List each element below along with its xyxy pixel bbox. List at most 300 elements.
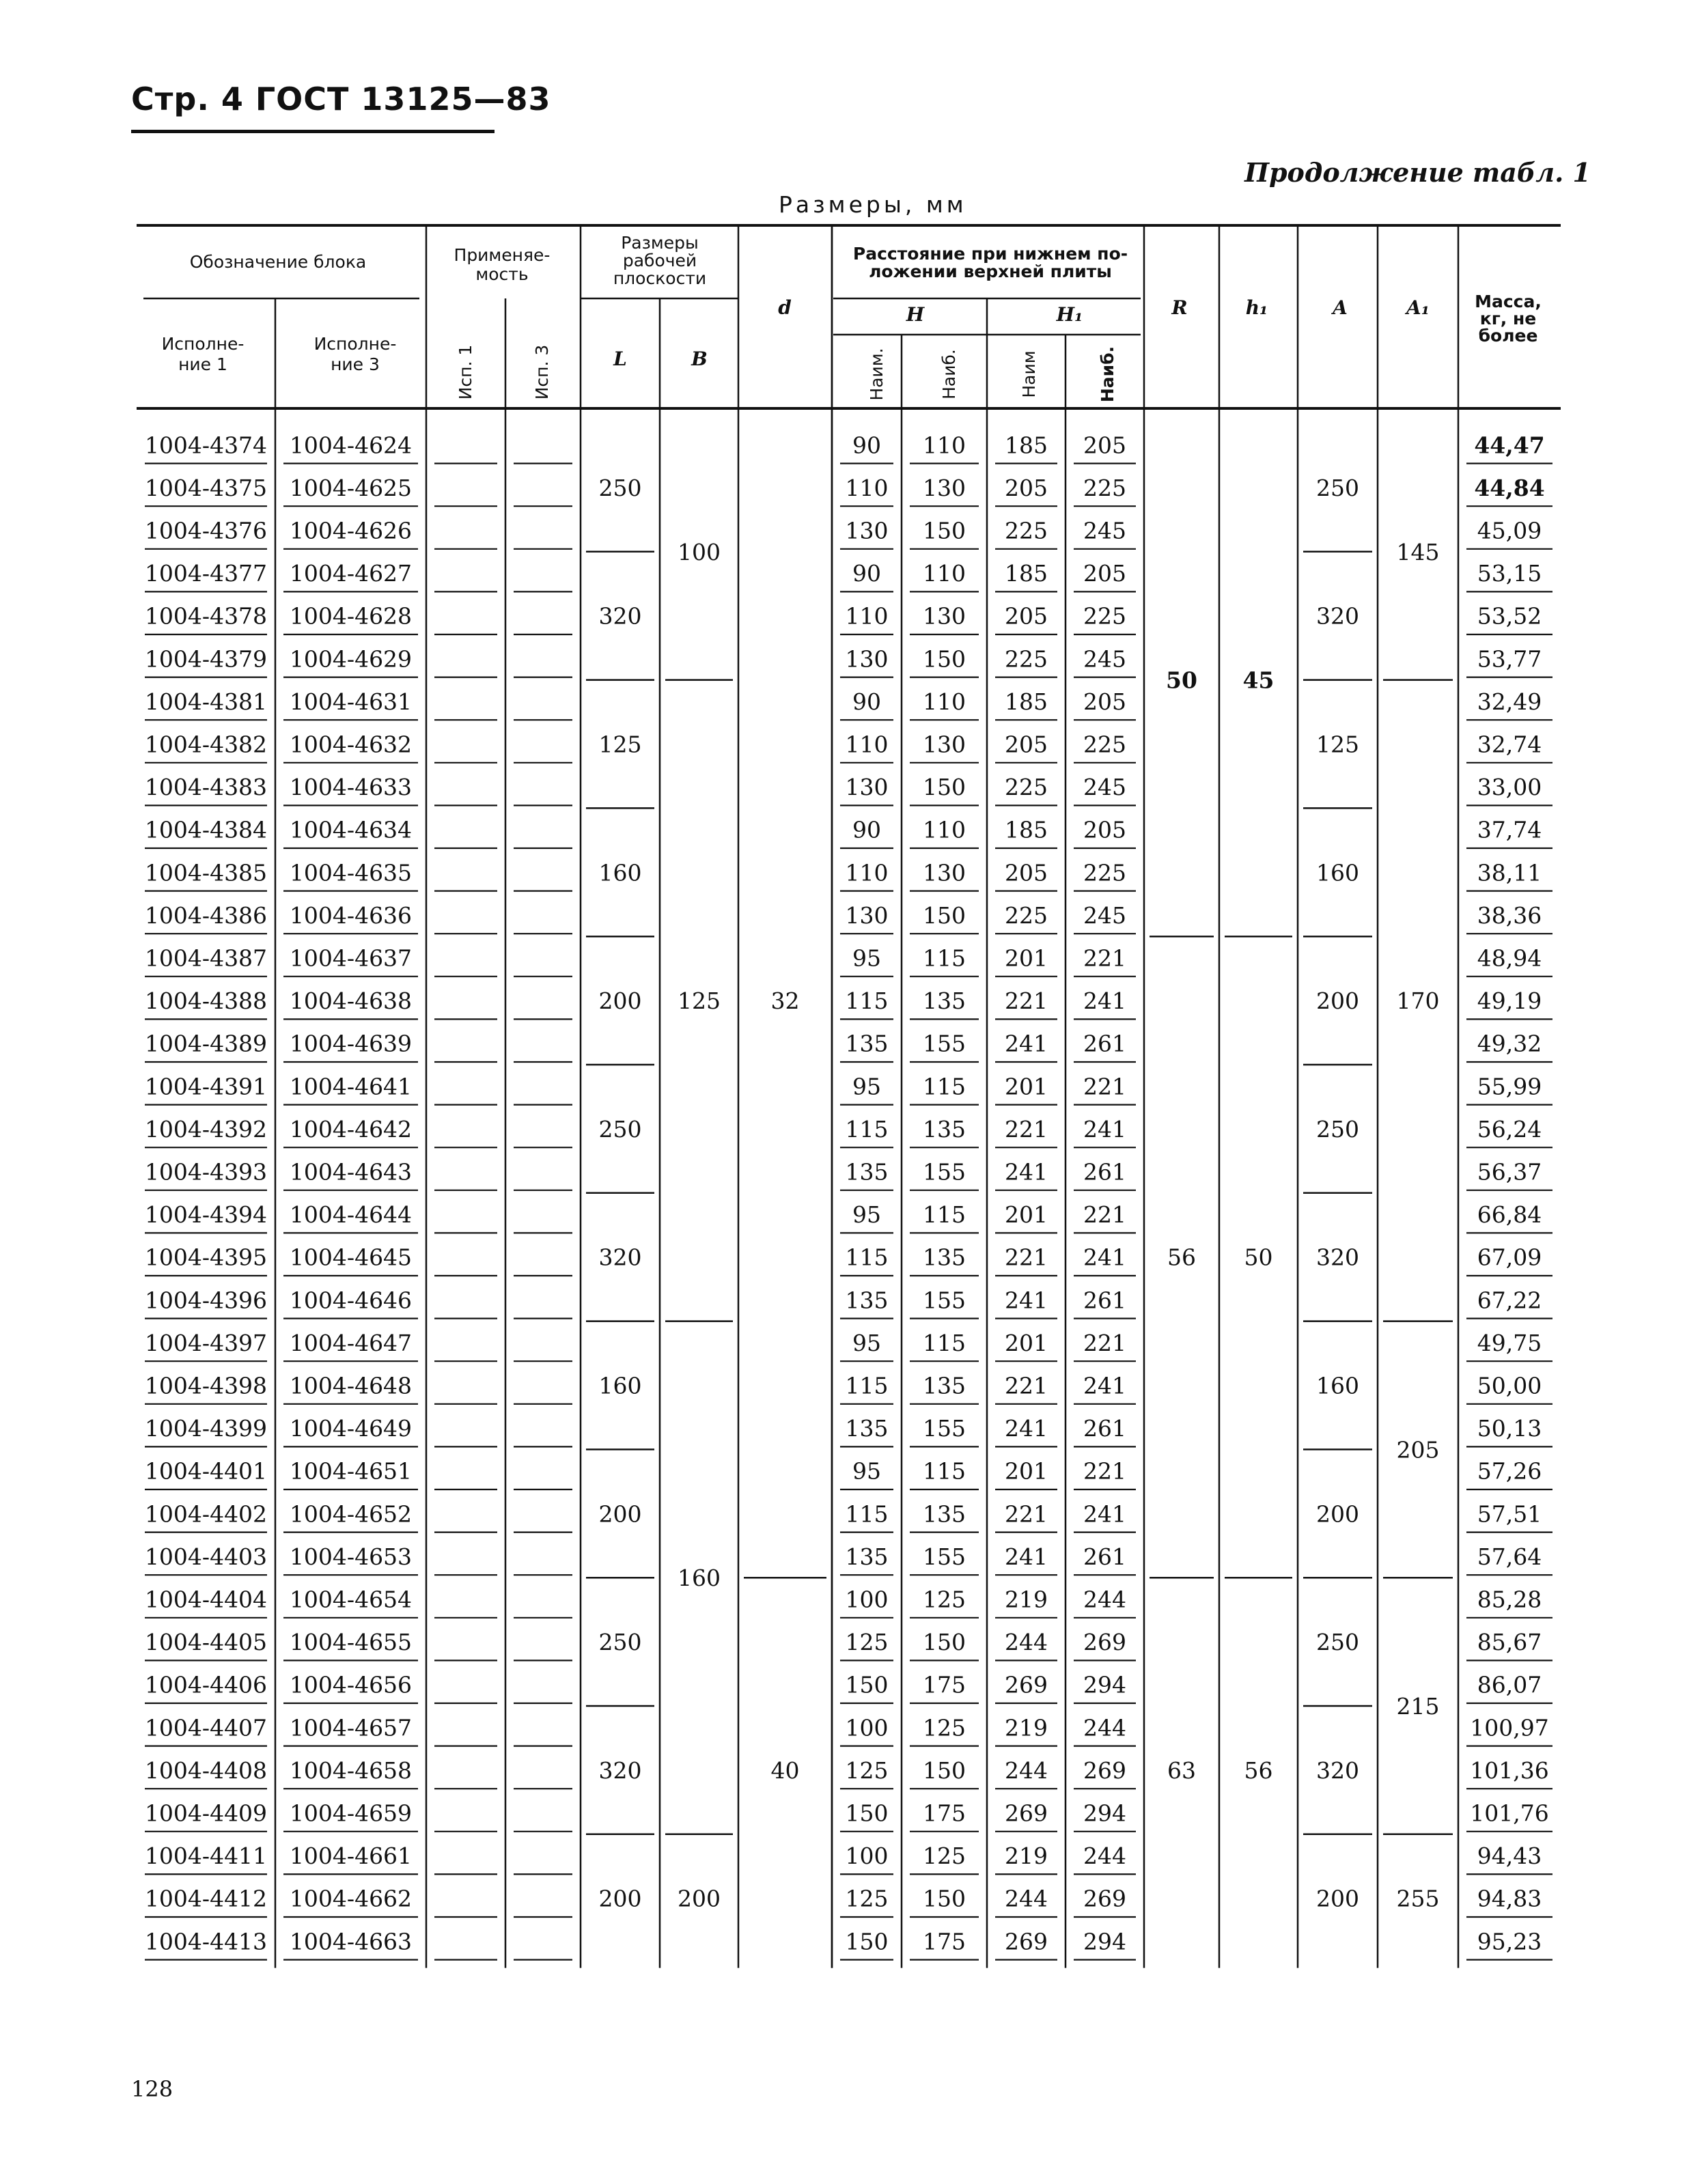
cell-variant3: 1004-4647: [289, 1329, 413, 1356]
cell-variant1: 1004-4393: [144, 1158, 268, 1186]
cell-H-min: 115: [845, 1115, 889, 1143]
cell-H1-max: 244: [1083, 1586, 1126, 1613]
cell-H1-max: 269: [1083, 1629, 1126, 1656]
cell-H1-min: 244: [1005, 1756, 1048, 1784]
cell-H-max: 135: [923, 1244, 966, 1271]
cell-variant3: 1004-4637: [289, 944, 413, 972]
cell-variant1: 1004-4395: [144, 1244, 268, 1271]
cell-H-max: 130: [923, 731, 966, 758]
merged-l-value: 320: [598, 1756, 642, 1784]
cell-mass: 32,49: [1477, 688, 1542, 715]
cell-variant1: 1004-4386: [144, 901, 268, 929]
cell-H1-max: 241: [1083, 988, 1126, 1015]
header-L: L: [613, 348, 627, 370]
cell-H1-max: 241: [1083, 1500, 1126, 1528]
cell-variant1: 1004-4374: [144, 432, 268, 459]
merged-a-value: 320: [1316, 602, 1359, 630]
cell-variant1: 1004-4411: [144, 1843, 268, 1870]
cell-variant3: 1004-4644: [289, 1201, 413, 1229]
cell-H-max: 175: [923, 1928, 966, 1955]
cell-H1-max: 294: [1083, 1800, 1126, 1827]
cell-mass: 53,77: [1477, 645, 1542, 673]
cell-H-min: 130: [845, 901, 889, 929]
merged-d-value: 32: [770, 988, 800, 1015]
cell-H1-min: 201: [1005, 944, 1048, 972]
cell-variant1: 1004-4405: [144, 1629, 268, 1656]
cell-H1-max: 261: [1083, 1543, 1126, 1570]
cell-H1-max: 245: [1083, 901, 1126, 929]
cell-variant1: 1004-4394: [144, 1201, 268, 1229]
cell-H1-max: 269: [1083, 1885, 1126, 1912]
cell-H-max: 135: [923, 1500, 966, 1528]
cell-H1-min: 244: [1005, 1885, 1048, 1912]
cell-H-min: 110: [845, 859, 889, 886]
cell-mass: 49,19: [1477, 988, 1542, 1015]
cell-variant1: 1004-4379: [144, 645, 268, 673]
cell-H-min: 95: [852, 944, 881, 972]
merged-a1-value: 205: [1396, 1436, 1440, 1464]
cell-H-max: 155: [923, 1158, 966, 1186]
cell-H-min: 115: [845, 1372, 889, 1399]
cell-H-min: 95: [852, 1329, 881, 1356]
header-A: A: [1333, 296, 1348, 319]
cell-H1-min: 185: [1005, 688, 1048, 715]
dimensions-title: Размеры, мм: [779, 191, 967, 218]
cell-H1-max: 245: [1083, 774, 1126, 801]
cell-H1-min: 269: [1005, 1928, 1048, 1955]
merged-a-value: 125: [1316, 731, 1359, 758]
cell-H-max: 150: [923, 774, 966, 801]
cell-H-min: 95: [852, 1457, 881, 1485]
cell-H1-max: 205: [1083, 816, 1126, 843]
cell-variant3: 1004-4652: [289, 1500, 413, 1528]
header-h1: h₁: [1245, 296, 1268, 319]
cell-variant3: 1004-4659: [289, 1800, 413, 1827]
cell-H1-min: 244: [1005, 1629, 1048, 1656]
cell-H-max: 115: [923, 1457, 966, 1485]
merged-a1-value: 170: [1396, 988, 1440, 1015]
cell-H-min: 110: [845, 602, 889, 630]
cell-mass: 38,36: [1477, 901, 1542, 929]
cell-mass: 53,52: [1477, 602, 1542, 630]
cell-mass: 57,26: [1477, 1457, 1542, 1485]
header-variant3-line2: ние 3: [331, 354, 380, 374]
cell-H1-max: 241: [1083, 1115, 1126, 1143]
cell-variant3: 1004-4658: [289, 1756, 413, 1784]
cell-H-max: 150: [923, 1885, 966, 1912]
cell-H1-max: 261: [1083, 1287, 1126, 1314]
header-R: R: [1171, 296, 1188, 319]
merged-a-value: 250: [1316, 1115, 1359, 1143]
header-mass-line2: кг, не: [1479, 309, 1537, 328]
cell-variant1: 1004-4389: [144, 1030, 268, 1057]
cell-H1-min: 201: [1005, 1073, 1048, 1100]
cell-variant1: 1004-4407: [144, 1714, 268, 1741]
cell-variant3: 1004-4638: [289, 988, 413, 1015]
cell-H-min: 110: [845, 474, 889, 501]
cell-mass: 55,99: [1477, 1073, 1542, 1100]
cell-variant3: 1004-4663: [289, 1928, 413, 1955]
cell-H1-max: 225: [1083, 602, 1126, 630]
header-B: B: [691, 348, 708, 370]
cell-H-min: 90: [852, 560, 881, 587]
cell-variant1: 1004-4408: [144, 1756, 268, 1784]
cell-variant3: 1004-4642: [289, 1115, 413, 1143]
cell-variant3: 1004-4656: [289, 1671, 413, 1698]
cell-variant1: 1004-4377: [144, 560, 268, 587]
cell-variant3: 1004-4629: [289, 645, 413, 673]
cell-H1-max: 221: [1083, 1201, 1126, 1229]
merged-b-value: 200: [678, 1885, 721, 1912]
cell-mass: 50,00: [1477, 1372, 1542, 1399]
header-applicability-line1: Применяе-: [454, 245, 551, 265]
cell-mass: 53,15: [1477, 560, 1542, 587]
merged-a1-value: 215: [1396, 1693, 1440, 1720]
merged-a-value: 200: [1316, 1500, 1359, 1528]
cell-H1-min: 185: [1005, 816, 1048, 843]
cell-mass: 67,09: [1477, 1244, 1542, 1271]
cell-H-min: 100: [845, 1586, 889, 1613]
header-distance-line1: Расстояние при нижнем по-: [852, 244, 1128, 264]
cell-variant1: 1004-4388: [144, 988, 268, 1015]
cell-variant3: 1004-4655: [289, 1629, 413, 1656]
cell-H1-max: 245: [1083, 645, 1126, 673]
cell-variant1: 1004-4384: [144, 816, 268, 843]
header-H1-max: Наиб.: [1098, 346, 1117, 403]
cell-H-min: 90: [852, 688, 881, 715]
merged-h1-value: 50: [1244, 1244, 1273, 1271]
cell-H-max: 150: [923, 901, 966, 929]
cell-H-min: 115: [845, 988, 889, 1015]
cell-H-max: 110: [923, 816, 966, 843]
cell-H-min: 95: [852, 1073, 881, 1100]
cell-H-max: 150: [923, 1629, 966, 1656]
cell-variant1: 1004-4412: [144, 1885, 268, 1912]
cell-variant3: 1004-4632: [289, 731, 413, 758]
cell-H-max: 125: [923, 1714, 966, 1741]
cell-variant1: 1004-4404: [144, 1586, 268, 1613]
merged-l-value: 200: [598, 1500, 642, 1528]
cell-H1-min: 185: [1005, 432, 1048, 459]
cell-mass: 85,28: [1477, 1586, 1542, 1613]
cell-H-min: 115: [845, 1500, 889, 1528]
cell-H1-max: 205: [1083, 560, 1126, 587]
cell-H-max: 155: [923, 1030, 966, 1057]
cell-variant3: 1004-4628: [289, 602, 413, 630]
page-header: Стр. 4 ГОСТ 13125—83: [131, 81, 551, 117]
cell-H-max: 155: [923, 1543, 966, 1570]
table-continuation-label: Продолжение табл. 1: [1244, 157, 1591, 188]
merged-l-value: 320: [598, 602, 642, 630]
cell-H1-max: 241: [1083, 1372, 1126, 1399]
header-variant3-line1: Исполне-: [314, 334, 397, 354]
header-H: H: [906, 303, 925, 326]
cell-H-max: 115: [923, 1073, 966, 1100]
header-mass-line1: Масса,: [1475, 292, 1542, 311]
merged-l-value: 250: [598, 1115, 642, 1143]
cell-variant3: 1004-4641: [289, 1073, 413, 1100]
merged-a1-value: 145: [1396, 538, 1440, 565]
header-work-line3: плоскости: [613, 268, 707, 288]
cell-variant3: 1004-4627: [289, 560, 413, 587]
merged-a-value: 250: [1316, 474, 1359, 501]
cell-H-min: 90: [852, 816, 881, 843]
header-work-line2: рабочей: [622, 251, 697, 270]
cell-mass: 57,64: [1477, 1543, 1542, 1570]
cell-H-min: 130: [845, 774, 889, 801]
cell-H1-min: 205: [1005, 731, 1048, 758]
cell-H-max: 115: [923, 1201, 966, 1229]
cell-H-max: 150: [923, 1756, 966, 1784]
header-isp3: Исп. 3: [532, 344, 552, 400]
cell-H1-max: 261: [1083, 1415, 1126, 1442]
cell-H1-min: 221: [1005, 1372, 1048, 1399]
cell-H-max: 155: [923, 1287, 966, 1314]
cell-variant1: 1004-4382: [144, 731, 268, 758]
cell-H-max: 175: [923, 1800, 966, 1827]
cell-H-min: 150: [845, 1800, 889, 1827]
cell-H1-min: 269: [1005, 1671, 1048, 1698]
cell-H-min: 110: [845, 731, 889, 758]
merged-l-value: 200: [598, 988, 642, 1015]
merged-l-value: 250: [598, 1629, 642, 1656]
cell-mass: 94,83: [1477, 1885, 1542, 1912]
merged-a-value: 200: [1316, 988, 1359, 1015]
cell-H-max: 155: [923, 1415, 966, 1442]
cell-H-min: 150: [845, 1928, 889, 1955]
cell-H1-max: 244: [1083, 1843, 1126, 1870]
cell-variant3: 1004-4631: [289, 688, 413, 715]
cell-variant3: 1004-4635: [289, 859, 413, 886]
merged-l-value: 200: [598, 1885, 642, 1912]
merged-h1-value: 56: [1244, 1756, 1273, 1784]
cell-H1-min: 221: [1005, 1115, 1048, 1143]
header-variant1-line2: ние 1: [178, 354, 227, 374]
cell-H1-min: 201: [1005, 1457, 1048, 1485]
cell-H1-max: 241: [1083, 1244, 1126, 1271]
header-distance-line2: ложении верхней плиты: [869, 262, 1112, 281]
cell-H1-min: 225: [1005, 901, 1048, 929]
cell-H1-min: 205: [1005, 602, 1048, 630]
cell-variant3: 1004-4648: [289, 1372, 413, 1399]
cell-H-max: 130: [923, 474, 966, 501]
cell-H1-min: 221: [1005, 1244, 1048, 1271]
merged-l-value: 320: [598, 1244, 642, 1271]
cell-H1-max: 221: [1083, 1457, 1126, 1485]
cell-mass: 100,97: [1470, 1714, 1549, 1741]
merged-r-value: 50: [1166, 667, 1197, 694]
cell-H-max: 125: [923, 1843, 966, 1870]
cell-H1-max: 269: [1083, 1756, 1126, 1784]
table-header: [162, 233, 1542, 402]
cell-H1-max: 225: [1083, 859, 1126, 886]
cell-mass: 48,94: [1477, 944, 1542, 972]
cell-variant1: 1004-4396: [144, 1287, 268, 1314]
cell-H-max: 110: [923, 688, 966, 715]
cell-variant1: 1004-4376: [144, 517, 268, 544]
cell-H1-max: 244: [1083, 1714, 1126, 1741]
merged-d-value: 40: [770, 1756, 800, 1784]
merged-l-value: 160: [598, 859, 642, 886]
cell-mass: 85,67: [1477, 1629, 1542, 1656]
merged-a-value: 320: [1316, 1756, 1359, 1784]
cell-H1-min: 201: [1005, 1329, 1048, 1356]
cell-variant3: 1004-4646: [289, 1287, 413, 1314]
cell-H-max: 115: [923, 944, 966, 972]
cell-mass: 86,07: [1477, 1671, 1542, 1698]
cell-mass: 44,47: [1474, 432, 1545, 459]
cell-H1-min: 241: [1005, 1287, 1048, 1314]
merged-a1-value: 255: [1396, 1885, 1440, 1912]
cell-variant3: 1004-4626: [289, 517, 413, 544]
header-isp1: Исп. 1: [456, 344, 475, 400]
merged-b-value: 160: [678, 1565, 721, 1592]
header-applicability-line2: мость: [475, 264, 529, 284]
cell-variant3: 1004-4639: [289, 1030, 413, 1057]
cell-H1-min: 225: [1005, 774, 1048, 801]
cell-H-min: 115: [845, 1244, 889, 1271]
cell-mass: 101,76: [1470, 1800, 1549, 1827]
cell-variant1: 1004-4381: [144, 688, 268, 715]
cell-H1-min: 225: [1005, 645, 1048, 673]
merged-l-value: 250: [598, 474, 642, 501]
cell-H1-max: 245: [1083, 517, 1126, 544]
cell-H1-max: 294: [1083, 1928, 1126, 1955]
cell-H-max: 115: [923, 1329, 966, 1356]
cell-H-min: 130: [845, 517, 889, 544]
header-variant1-line1: Исполне-: [161, 334, 245, 354]
cell-variant3: 1004-4662: [289, 1885, 413, 1912]
cell-H1-max: 225: [1083, 731, 1126, 758]
cell-mass: 44,84: [1474, 474, 1545, 501]
cell-H1-min: 185: [1005, 560, 1048, 587]
header-A1: A₁: [1406, 296, 1430, 319]
cell-mass: 33,00: [1477, 774, 1542, 801]
cell-H1-max: 261: [1083, 1030, 1126, 1057]
cell-mass: 101,36: [1470, 1756, 1549, 1784]
cell-variant3: 1004-4654: [289, 1586, 413, 1613]
header-mass-line3: более: [1478, 326, 1538, 346]
cell-H1-min: 221: [1005, 1500, 1048, 1528]
cell-H1-min: 225: [1005, 517, 1048, 544]
cell-variant3: 1004-4653: [289, 1543, 413, 1570]
cell-H1-min: 241: [1005, 1415, 1048, 1442]
cell-variant1: 1004-4406: [144, 1671, 268, 1698]
cell-mass: 32,74: [1477, 731, 1542, 758]
cell-variant1: 1004-4385: [144, 859, 268, 886]
cell-H-min: 125: [845, 1756, 889, 1784]
cell-variant3: 1004-4633: [289, 774, 413, 801]
merged-a-value: 200: [1316, 1885, 1359, 1912]
merged-r-value: 56: [1167, 1244, 1196, 1271]
cell-H1-max: 221: [1083, 1073, 1126, 1100]
cell-H-min: 135: [845, 1030, 889, 1057]
cell-H1-min: 219: [1005, 1586, 1048, 1613]
cell-variant3: 1004-4661: [289, 1843, 413, 1870]
cell-H-min: 135: [845, 1158, 889, 1186]
cell-mass: 38,11: [1477, 859, 1542, 886]
cell-mass: 50,13: [1477, 1415, 1542, 1442]
cell-H-min: 135: [845, 1543, 889, 1570]
cell-variant3: 1004-4643: [289, 1158, 413, 1186]
cell-H-min: 100: [845, 1843, 889, 1870]
cell-variant3: 1004-4636: [289, 901, 413, 929]
cell-H-min: 100: [845, 1714, 889, 1741]
cell-H1-max: 225: [1083, 474, 1126, 501]
cell-H1-min: 205: [1005, 859, 1048, 886]
cell-H-max: 135: [923, 1372, 966, 1399]
cell-variant3: 1004-4649: [289, 1415, 413, 1442]
cell-variant1: 1004-4413: [144, 1928, 268, 1955]
cell-H1-min: 241: [1005, 1543, 1048, 1570]
cell-mass: 56,24: [1477, 1115, 1542, 1143]
cell-variant1: 1004-4383: [144, 774, 268, 801]
cell-mass: 66,84: [1477, 1201, 1542, 1229]
cell-H1-max: 205: [1083, 688, 1126, 715]
cell-H1-max: 261: [1083, 1158, 1126, 1186]
cell-H-max: 110: [923, 560, 966, 587]
cell-H-max: 135: [923, 1115, 966, 1143]
header-H1-min: Наим: [1019, 350, 1039, 398]
cell-H-min: 125: [845, 1629, 889, 1656]
cell-variant3: 1004-4651: [289, 1457, 413, 1485]
cell-variant1: 1004-4392: [144, 1115, 268, 1143]
cell-mass: 49,75: [1477, 1329, 1542, 1356]
cell-H-max: 150: [923, 517, 966, 544]
merged-b-value: 100: [678, 538, 721, 565]
cell-variant1: 1004-4402: [144, 1500, 268, 1528]
merged-a-value: 160: [1316, 859, 1359, 886]
cell-H1-min: 205: [1005, 474, 1048, 501]
cell-H1-max: 205: [1083, 432, 1126, 459]
header-H1: H₁: [1056, 303, 1083, 326]
cell-mass: 45,09: [1477, 517, 1542, 544]
cell-mass: 56,37: [1477, 1158, 1542, 1186]
cell-H-max: 175: [923, 1671, 966, 1698]
cell-H-min: 135: [845, 1415, 889, 1442]
cell-H-min: 130: [845, 645, 889, 673]
cell-mass: 94,43: [1477, 1843, 1542, 1870]
header-d: d: [778, 296, 792, 319]
cell-mass: 57,51: [1477, 1500, 1542, 1528]
cell-variant3: 1004-4625: [289, 474, 413, 501]
cell-variant1: 1004-4378: [144, 602, 268, 630]
cell-variant1: 1004-4398: [144, 1372, 268, 1399]
cell-mass: 37,74: [1477, 816, 1542, 843]
merged-r-value: 63: [1167, 1756, 1196, 1784]
cell-H1-min: 219: [1005, 1843, 1048, 1870]
merged-b-value: 125: [678, 988, 721, 1015]
header-H-min: Наим.: [867, 348, 887, 401]
cell-variant1: 1004-4409: [144, 1800, 268, 1827]
cell-H1-max: 294: [1083, 1671, 1126, 1698]
cell-H1-max: 221: [1083, 944, 1126, 972]
cell-H-min: 95: [852, 1201, 881, 1229]
cell-H1-min: 221: [1005, 988, 1048, 1015]
cell-H-min: 135: [845, 1287, 889, 1314]
cell-H-min: 150: [845, 1671, 889, 1698]
cell-H-max: 135: [923, 988, 966, 1015]
cell-variant1: 1004-4387: [144, 944, 268, 972]
cell-variant1: 1004-4375: [144, 474, 268, 501]
cell-variant1: 1004-4401: [144, 1457, 268, 1485]
merged-l-value: 125: [598, 731, 642, 758]
cell-H1-min: 269: [1005, 1800, 1048, 1827]
merged-h1-value: 45: [1242, 667, 1275, 694]
page-number: 128: [131, 2076, 173, 2102]
header-designation: Обозначение блока: [189, 252, 367, 272]
merged-a-value: 160: [1316, 1372, 1359, 1399]
